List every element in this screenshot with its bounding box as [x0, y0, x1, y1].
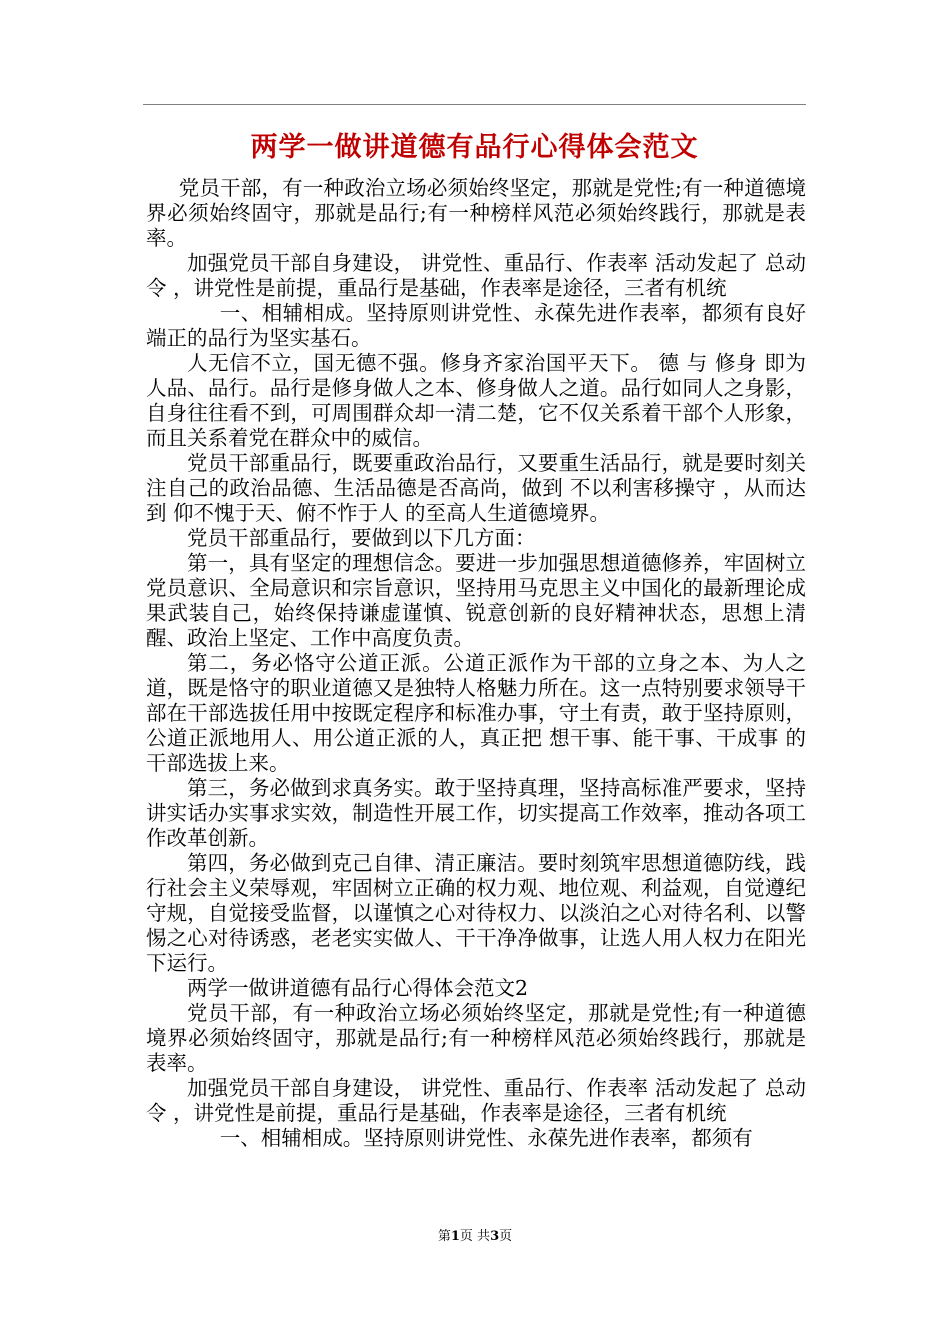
body-paragraph: 第三，务必做到求真务实。敢于坚持真理，坚持高标准严要求，坚持讲实话办实事求实效，制造性开展工作，切实提高工作效率，推动各项工作改革创新。 [146, 776, 806, 850]
body-paragraph: 加强党员干部自身建设， 讲党性、重品行、作表率 活动发起了 总动令 ，讲党性是前提，重品行是基础，作表率是途径，三者有机统 [146, 251, 806, 300]
header-rule [143, 104, 806, 105]
body-paragraph: 加强党员干部自身建设， 讲党性、重品行、作表率 活动发起了 总动令 ，讲党性是前提，重品行是基础，作表率是途径，三者有机统 [146, 1076, 806, 1125]
page-footer [0, 1228, 950, 1246]
footer-page-number: 1 [450, 1229, 460, 1244]
document-title: 两学一做讲道德有品行心得体会范文 [250, 132, 699, 163]
body-paragraph: 党员干部重品行，要做到以下几方面： [187, 526, 536, 550]
footer-suffix: 页 [499, 1229, 513, 1244]
footer-prefix: 第 [437, 1229, 451, 1244]
body-paragraph: 两学一做讲道德有品行心得体会范文2 [187, 976, 529, 1000]
body-paragraph: 第二，务必恪守公道正派。公道正派作为干部的立身之本、为人之道，既是恪守的职业道德又是独特人格魅力所在。这一点特别要求领导干部在干部选拔任用中按既定程序和标准办事，守土有责，敢于坚持原则，公道正派地用人、用公道正派的人，真正把 想干事、能干事、干成事 的干部选拔上来。 [146, 651, 806, 775]
body-paragraph: 一、相辅相成。坚持原则讲党性、永葆先进作表率，都须有良好端正的品行为坚实基石。 [146, 301, 806, 350]
body-paragraph: 人无信不立，国无德不强。修身齐家治国平天下。 德 与 修身 即为人品、品行。品行是修身做人之本、修身做人之道。品行如同人之身影，自身往往看不到，可周围群众却一清二楚，它不仅关系着干部个人形象，而且关系着党在群众中的威信。 [146, 351, 806, 450]
body-paragraph: 第四，务必做到克己自律、清正廉洁。要时刻筑牢思想道德防线，践行社会主义荣辱观，牢固树立正确的权力观、地位观、利益观，自觉遵纪守规，自觉接受监督，以谨慎之心对待权力、以淡泊之心对待名利、以警惕之心对待诱惑，老老实实做人、干干净净做事，让选人用人权力在阳光下运行。 [146, 851, 806, 975]
document-body [146, 176, 806, 1151]
body-paragraph: 一、相辅相成。坚持原则讲党性、永葆先进作表率，都须有 [219, 1126, 753, 1150]
body-paragraph: 党员干部，有一种政治立场必须始终坚定，那就是党性;有一种道德境界必须始终固守，那就是品行;有一种榜样风范必须始终践行，那就是表率。 [146, 176, 806, 250]
footer-middle: 页 共 [459, 1229, 491, 1244]
footer-total-pages: 3 [490, 1229, 500, 1244]
body-paragraph: 第一，具有坚定的理想信念。要进一步加强思想道德修养，牢固树立党员意识、全局意识和宗旨意识，坚持用马克思主义中国化的最新理论成果武装自己，始终保持谦虚谨慎、锐意创新的良好精神状态，思想上清醒、政治上坚定、工作中高度负责。 [146, 551, 806, 650]
body-paragraph: 党员干部，有一种政治立场必须始终坚定，那就是党性;有一种道德境界必须始终固守，那就是品行;有一种榜样风范必须始终践行，那就是表率。 [146, 1001, 806, 1075]
body-paragraph: 党员干部重品行，既要重政治品行，又要重生活品行，就是要时刻关注自己的政治品德、生活品德是否高尚，做到 不以利害移操守 ，从而达到 仰不愧于天、俯不怍于人 的至高人生道德境界。 [146, 451, 806, 525]
